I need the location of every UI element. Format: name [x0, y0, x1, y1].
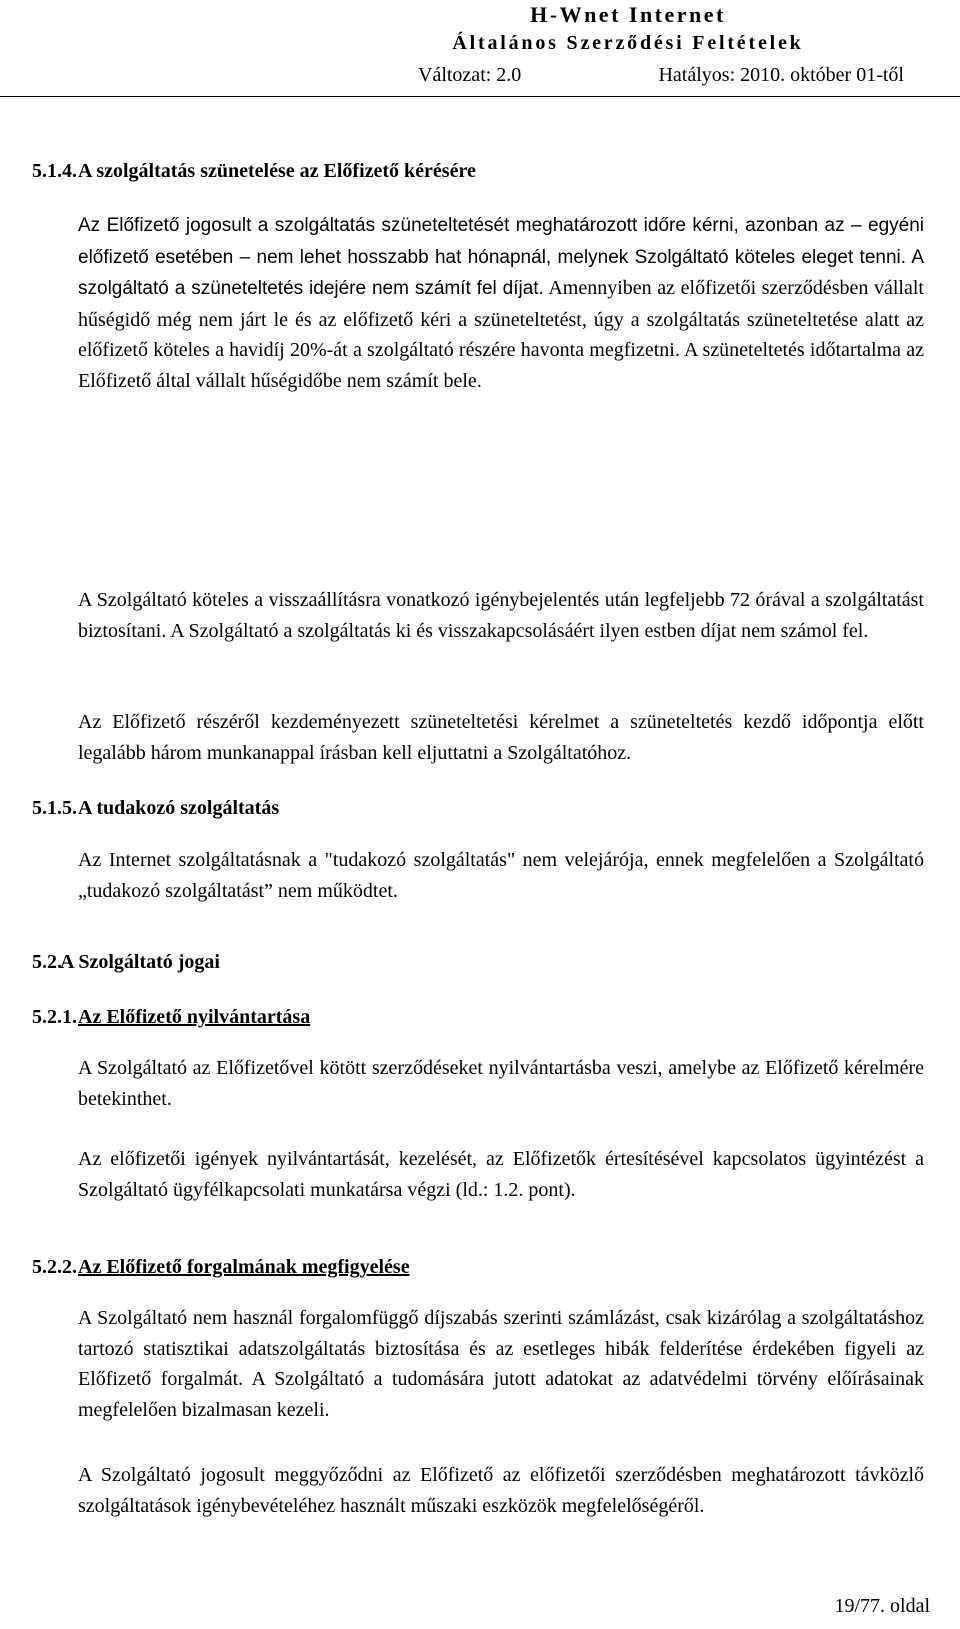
section-number: 5.1.5.: [32, 797, 77, 819]
section-heading: [32, 797, 280, 820]
section-heading: [32, 1256, 410, 1279]
paragraph-text: A Szolgáltató nem használ forgalomfüggő díjszabás szerinti számlázást, csak kizárólag a szolgáltatáshoz tartozó statisztikai adatszolgáltatás biztosítása és az esetleges hibák felderítése érdekében figyeli az Előfizető forgalmát. A Szolgáltató a tudomására jutott adatokat az adatvédelmi törvény előírásainak megfelelően bizalmasan kezeli.: [78, 1307, 924, 1421]
paragraph-text: Az előfizetői igények nyilvántartását, kezelését, az Előfizetők értesítésével kapcsolatos ügyintézést a Szolgáltató ügyfélkapcsolati munkatársa végzi (ld.: 1.2. pont).: [78, 1148, 924, 1201]
section-number: 5.2.1.: [32, 1006, 77, 1028]
header-version: Változat: 2.0: [418, 64, 522, 86]
paragraph: [78, 845, 924, 906]
header-divider: [0, 96, 960, 97]
paragraph: [78, 210, 924, 397]
paragraph: [78, 1303, 924, 1425]
section-number: 5.2.: [32, 951, 62, 973]
paragraph: [78, 1460, 924, 1521]
section-heading: [32, 1006, 311, 1029]
paragraph: [78, 585, 924, 646]
paragraph-text: A Szolgáltató köteles a visszaállításra vonatkozó igénybejelentés után legfeljebb 72 órával a szolgáltatást biztosítani. A Szolgáltató a szolgáltatás ki és visszakapcsolásáért ilyen estben díjat nem számol fel.: [78, 589, 924, 642]
paragraph: [78, 707, 924, 768]
paragraph-text-sans: Az Előfizető jogosult a szolgáltatás szüneteltetését meghatározott időre kérni, azonban az – egyéni előfizető esetében – nem lehet hosszabb hat hónapnál, melynek Szolgáltató köteles eleget tenni. A szolgáltató a szüneteltetés idejére nem számít fel díjat.: [78, 215, 924, 300]
section-heading: [32, 160, 476, 183]
section-title: Az Előfizető nyilvántartása: [78, 1006, 311, 1028]
header-version-line: [328, 64, 928, 87]
header-subtitle: Általános Szerződési Feltételek: [452, 32, 804, 54]
section-title: A szolgáltatás szünetelése az Előfizető kérésére: [78, 160, 476, 182]
section-number: 5.2.2.: [32, 1256, 77, 1278]
header-effective-date: Hatályos: 2010. október 01-től: [658, 64, 904, 86]
page-number: 19/77. oldal: [834, 1595, 930, 1617]
section-title: A tudakozó szolgáltatás: [78, 797, 280, 819]
paragraph: [78, 1144, 924, 1205]
paragraph-text: A Szolgáltató jogosult meggyőződni az Előfizető az előfizetői szerződésben meghatározott távközlő szolgáltatások igénybevételéhez használt műszaki eszközök megfelelőségéről.: [78, 1464, 924, 1517]
section-title: A Szolgáltató jogai: [60, 951, 220, 973]
paragraph-text: Az Előfizető részéről kezdeményezett szüneteltetési kérelmet a szüneteltetés kezdő időpontja előtt legalább három munkanappal írásban kell eljuttatni a Szolgáltatóhoz.: [78, 711, 924, 764]
paragraph-text: Az Internet szolgáltatásnak a "tudakozó szolgáltatás" nem velejárója, ennek megfelelően a Szolgáltató „tudakozó szolgáltatást” nem működtet.: [78, 849, 924, 902]
paragraph: [78, 1053, 924, 1114]
paragraph-text: Amennyiben az előfizetői szerződésben vállalt hűségidő még nem járt le és az előfizető kéri a szüneteltetést, úgy a szolgáltatás szüneteltetése alatt az előfizető köteles a havidíj 20%-át a szolgáltató részére havonta megfizetni. A szüneteltetés időtartalma az Előfizető által vállalt hűségidőbe nem számít bele.: [78, 277, 924, 392]
section-number: 5.1.4.: [32, 160, 77, 182]
section-title: Az Előfizető forgalmának megfigyelése: [78, 1256, 410, 1278]
header-title: H-Wnet Internet: [530, 2, 726, 27]
section-heading: [32, 951, 220, 974]
paragraph-text: A Szolgáltató az Előfizetővel kötött szerződéseket nyilvántartásba veszi, amelybe az Előfizető kérelmére betekinthet.: [78, 1057, 924, 1110]
